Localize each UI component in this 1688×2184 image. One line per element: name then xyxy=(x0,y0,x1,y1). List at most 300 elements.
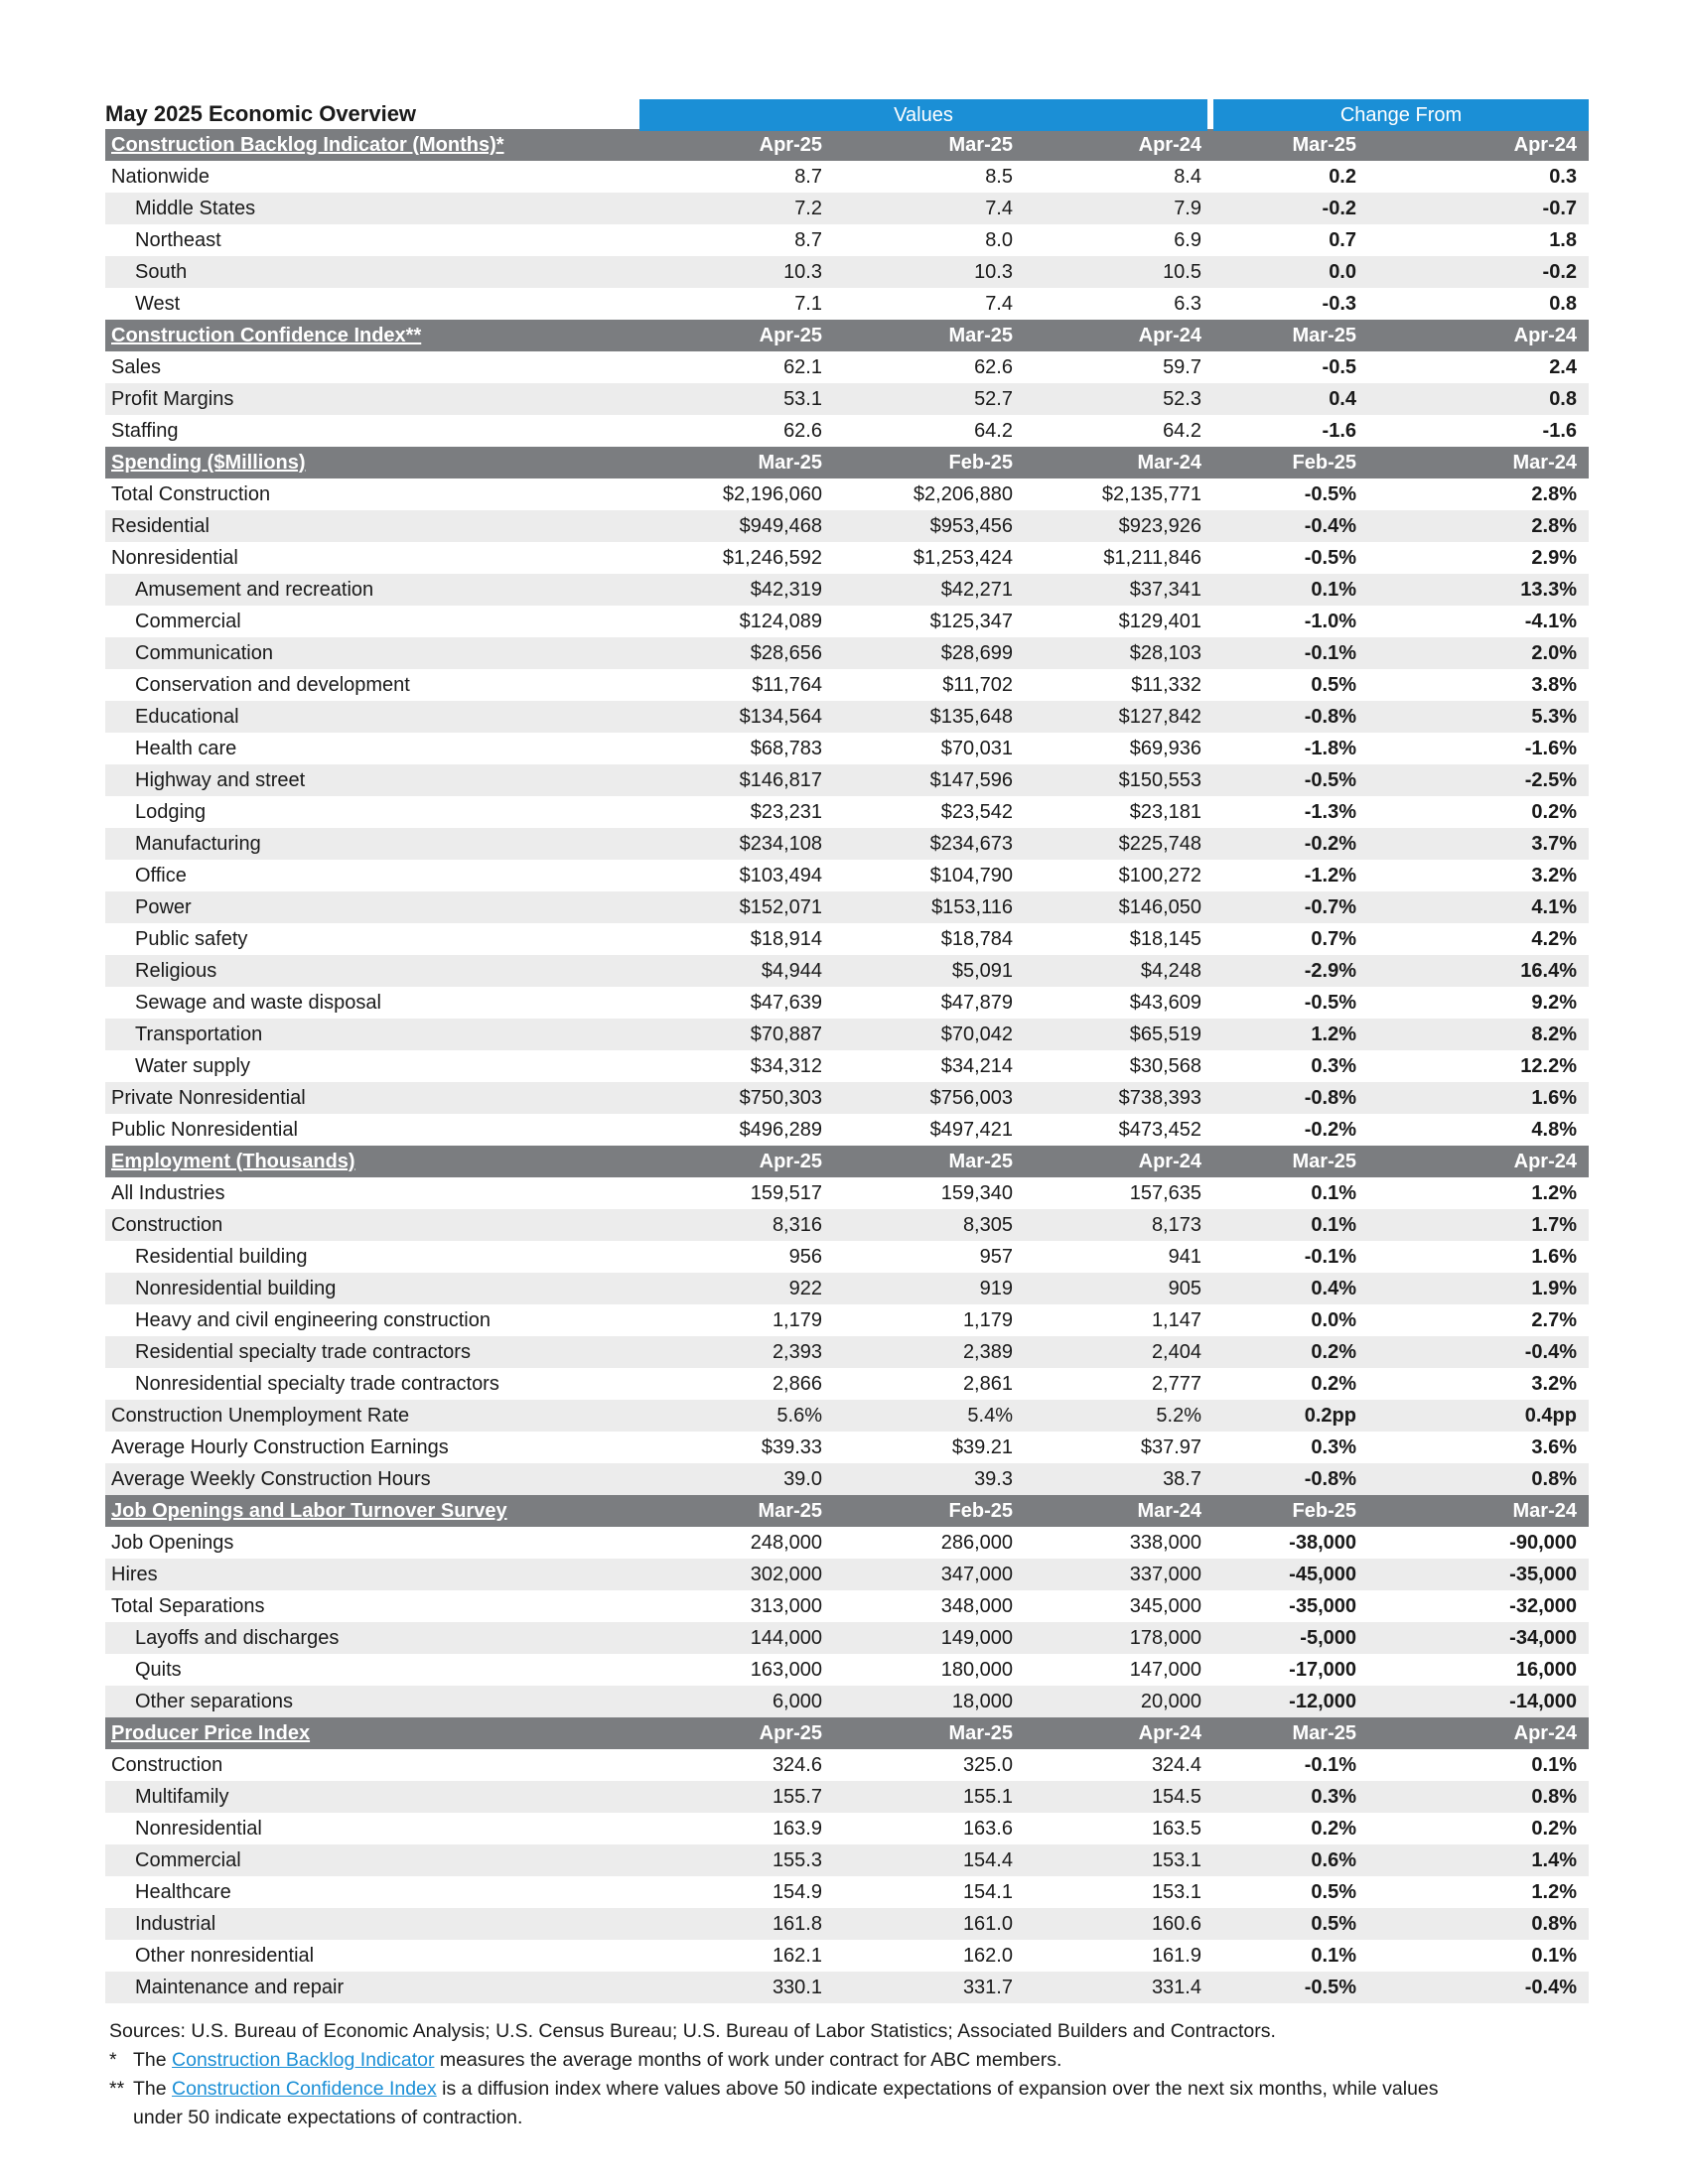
value-cell: 5.6% xyxy=(776,1405,822,1427)
value-cell: 248,000 xyxy=(750,1532,822,1554)
column-header: Apr-24 xyxy=(1138,1722,1201,1744)
value-cell: 348,000 xyxy=(940,1595,1013,1617)
value-cell: 159,517 xyxy=(750,1182,822,1204)
table-row xyxy=(105,1304,1589,1336)
row-label: Public safety xyxy=(135,928,248,950)
value-cell: $104,790 xyxy=(929,865,1013,887)
change-cell: 0.1% xyxy=(1311,1214,1356,1236)
row-label: South xyxy=(135,261,188,283)
value-cell: $65,519 xyxy=(1129,1024,1201,1045)
table-row xyxy=(105,733,1589,764)
column-header: Apr-24 xyxy=(1138,325,1201,346)
change-cell: -0.5% xyxy=(1304,483,1356,505)
change-cell: -0.7% xyxy=(1304,896,1356,918)
value-cell: 39.0 xyxy=(783,1468,822,1490)
change-cell: 0.2% xyxy=(1311,1341,1356,1363)
value-cell: $127,842 xyxy=(1118,706,1201,728)
change-cell: -1.6% xyxy=(1524,738,1577,759)
confidence-footnote xyxy=(109,2075,1549,2104)
change-cell: 13.3% xyxy=(1520,579,1577,601)
change-cell: -0.2 xyxy=(1542,261,1577,283)
value-cell: $11,702 xyxy=(942,674,1013,696)
change-cell: 2.7% xyxy=(1531,1309,1577,1331)
row-label: Public Nonresidential xyxy=(111,1119,298,1141)
table-row xyxy=(105,1432,1589,1463)
row-label: West xyxy=(135,293,181,315)
value-cell: 922 xyxy=(788,1278,822,1299)
table-row xyxy=(105,860,1589,891)
column-header: Mar-25 xyxy=(1292,134,1356,156)
change-cell: 0.1% xyxy=(1531,1754,1577,1776)
column-header: Mar-24 xyxy=(1137,452,1201,474)
value-cell: $11,332 xyxy=(1131,674,1201,696)
change-cell: -0.5% xyxy=(1304,1977,1356,1998)
value-cell: 8.0 xyxy=(985,229,1013,251)
table-row xyxy=(105,1463,1589,1495)
change-cell: -0.5% xyxy=(1304,992,1356,1014)
row-label: Total Construction xyxy=(111,483,271,505)
value-cell: 18,000 xyxy=(951,1691,1013,1712)
value-cell: 5.4% xyxy=(967,1405,1013,1427)
value-cell: 905 xyxy=(1168,1278,1201,1299)
page-title: May 2025 Economic Overview xyxy=(105,101,417,126)
value-cell: 8,316 xyxy=(772,1214,822,1236)
column-header: Apr-25 xyxy=(759,134,822,156)
value-cell: 163.5 xyxy=(1151,1818,1201,1840)
change-cell: 0.1% xyxy=(1311,579,1356,601)
change-cell: 16.4% xyxy=(1520,960,1577,982)
value-cell: 286,000 xyxy=(940,1532,1013,1554)
table-row xyxy=(105,891,1589,923)
table-row xyxy=(105,1972,1589,2003)
row-label: Job Openings xyxy=(111,1532,234,1554)
value-cell: 159,340 xyxy=(940,1182,1013,1204)
value-cell: 919 xyxy=(979,1278,1013,1299)
value-cell: 59.7 xyxy=(1163,356,1201,378)
change-cell: -17,000 xyxy=(1289,1659,1356,1681)
change-cell: 0.0% xyxy=(1311,1309,1356,1331)
table-row xyxy=(105,1209,1589,1241)
change-cell: -2.5% xyxy=(1524,769,1577,791)
row-label: Religious xyxy=(135,960,217,982)
row-label: Highway and street xyxy=(135,769,306,791)
value-cell: $949,468 xyxy=(739,515,822,537)
change-cell: 9.2% xyxy=(1531,992,1577,1014)
change-cell: -35,000 xyxy=(1509,1564,1577,1585)
change-cell: -0.5 xyxy=(1322,356,1356,378)
value-cell: 6.9 xyxy=(1174,229,1201,251)
row-label: Transportation xyxy=(135,1024,263,1045)
change-cell: -45,000 xyxy=(1289,1564,1356,1585)
value-cell: 10.3 xyxy=(974,261,1013,283)
column-header: Mar-25 xyxy=(758,452,822,474)
value-cell: $47,879 xyxy=(940,992,1013,1014)
change-cell: -1.2% xyxy=(1304,865,1356,887)
value-cell: $70,042 xyxy=(940,1024,1013,1045)
table-row xyxy=(105,1844,1589,1876)
value-cell: 6,000 xyxy=(772,1691,822,1712)
value-cell: $953,456 xyxy=(929,515,1013,537)
value-cell: 62.6 xyxy=(974,356,1013,378)
table-row xyxy=(105,1273,1589,1304)
change-cell: 0.8 xyxy=(1549,388,1577,410)
table-row xyxy=(105,1622,1589,1654)
table-row xyxy=(105,1527,1589,1559)
change-cell: 1.6% xyxy=(1531,1246,1577,1268)
value-cell: 52.7 xyxy=(974,388,1013,410)
value-cell: 324.6 xyxy=(772,1754,822,1776)
change-cell: 0.3% xyxy=(1311,1786,1356,1808)
footnote-text: The xyxy=(133,2049,173,2071)
value-cell: $37,341 xyxy=(1129,579,1201,601)
table-row xyxy=(105,383,1589,415)
change-cell: 12.2% xyxy=(1520,1055,1577,1077)
value-cell: 8,173 xyxy=(1151,1214,1201,1236)
change-cell: 8.2% xyxy=(1531,1024,1577,1045)
value-cell: $134,564 xyxy=(739,706,822,728)
row-label: Office xyxy=(135,865,187,887)
value-cell: $234,673 xyxy=(929,833,1013,855)
change-cell: 2.8% xyxy=(1531,515,1577,537)
change-cell: 1.8 xyxy=(1549,229,1577,251)
value-cell: 331.4 xyxy=(1151,1977,1201,1998)
value-cell: 1,179 xyxy=(772,1309,822,1331)
value-cell: $70,887 xyxy=(750,1024,822,1045)
value-cell: $37.97 xyxy=(1140,1436,1201,1458)
change-cell: -0.1% xyxy=(1304,1246,1356,1268)
value-cell: 52.3 xyxy=(1163,388,1201,410)
value-cell: $42,319 xyxy=(750,579,822,601)
change-cell: -32,000 xyxy=(1509,1595,1577,1617)
change-cell: -90,000 xyxy=(1509,1532,1577,1554)
row-label: Power xyxy=(135,896,192,918)
value-cell: 154.1 xyxy=(962,1881,1013,1903)
change-cell: -2.9% xyxy=(1304,960,1356,982)
value-cell: $4,944 xyxy=(761,960,822,982)
value-cell: 162.1 xyxy=(772,1945,822,1967)
value-cell: 147,000 xyxy=(1129,1659,1201,1681)
row-label: Nonresidential building xyxy=(135,1278,337,1299)
value-cell: 10.3 xyxy=(783,261,822,283)
value-cell: $23,231 xyxy=(750,801,822,823)
value-cell: $124,089 xyxy=(739,611,822,632)
change-cell: 0.6% xyxy=(1311,1849,1356,1871)
table-top-row xyxy=(105,99,1589,129)
change-cell: -0.1% xyxy=(1304,1754,1356,1776)
table-row xyxy=(105,828,1589,860)
value-cell: $738,393 xyxy=(1118,1087,1201,1109)
row-label: Sales xyxy=(111,356,162,378)
change-cell: 0.2% xyxy=(1531,1818,1577,1840)
column-header: Apr-25 xyxy=(759,325,822,346)
column-header: Mar-25 xyxy=(948,134,1013,156)
value-cell: $28,699 xyxy=(940,642,1013,664)
value-cell: 153.1 xyxy=(1151,1849,1201,1871)
confidence-footnote-continued: under 50 indicate expectations of contraction. xyxy=(133,2107,523,2128)
table-row xyxy=(105,1368,1589,1400)
change-cell: 1.2% xyxy=(1311,1024,1356,1045)
change-cell: 3.8% xyxy=(1531,674,1577,696)
value-cell: 155.3 xyxy=(772,1849,822,1871)
value-cell: 10.5 xyxy=(1163,261,1201,283)
row-label: Construction Unemployment Rate xyxy=(111,1405,410,1427)
table-row xyxy=(105,1241,1589,1273)
value-cell: 6.3 xyxy=(1174,293,1201,315)
value-cell: $146,050 xyxy=(1118,896,1201,918)
change-cell: -5,000 xyxy=(1300,1627,1356,1649)
column-header: Feb-25 xyxy=(1292,452,1356,474)
row-label: Water supply xyxy=(135,1055,250,1077)
value-cell: 154.9 xyxy=(772,1881,822,1903)
row-label: Nonresidential xyxy=(111,547,238,569)
table-row xyxy=(105,1336,1589,1368)
section-title: Spending ($Millions) xyxy=(111,452,306,474)
value-cell: $1,211,846 xyxy=(1103,547,1201,569)
value-cell: 155.1 xyxy=(962,1786,1013,1808)
section-title: Employment (Thousands) xyxy=(111,1151,355,1172)
column-header: Apr-24 xyxy=(1513,1722,1577,1744)
table-body xyxy=(105,129,1589,2003)
change-cell: 1.2% xyxy=(1531,1881,1577,1903)
table-row xyxy=(105,955,1589,987)
change-cell: 0.1% xyxy=(1311,1182,1356,1204)
row-label: Industrial xyxy=(135,1913,216,1935)
change-cell: 3.2% xyxy=(1531,865,1577,887)
value-cell: $152,071 xyxy=(739,896,822,918)
column-header: Mar-24 xyxy=(1512,452,1577,474)
row-label: Hires xyxy=(111,1564,158,1585)
row-label: Healthcare xyxy=(135,1881,231,1903)
value-cell: 8.4 xyxy=(1174,166,1201,188)
row-label: Lodging xyxy=(135,801,207,823)
change-cell: 0.2% xyxy=(1531,801,1577,823)
footnote-text: measures the average months of work under contract for ABC members. xyxy=(434,2049,1062,2071)
row-label: Sewage and waste disposal xyxy=(135,992,381,1014)
value-cell: $234,108 xyxy=(739,833,822,855)
table-row xyxy=(105,1050,1589,1082)
table-row xyxy=(105,574,1589,606)
column-header: Mar-25 xyxy=(1292,1722,1356,1744)
table-row xyxy=(105,161,1589,193)
change-cell: -0.2% xyxy=(1304,833,1356,855)
value-cell: $69,936 xyxy=(1129,738,1201,759)
table-row xyxy=(105,1559,1589,1590)
value-cell: $28,103 xyxy=(1129,642,1201,664)
change-cell: 0.8 xyxy=(1549,293,1577,315)
change-cell: 1.2% xyxy=(1531,1182,1577,1204)
value-cell: 62.6 xyxy=(783,420,822,442)
row-label: Other separations xyxy=(135,1691,293,1712)
section-title: Construction Confidence Index** xyxy=(111,325,422,346)
construction-backlog-indicator-link[interactable]: Construction Backlog Indicator xyxy=(172,2049,435,2071)
value-cell: 8,305 xyxy=(962,1214,1013,1236)
footnote-text: The xyxy=(133,2078,173,2100)
value-cell: 302,000 xyxy=(750,1564,822,1585)
table-row xyxy=(105,637,1589,669)
value-cell: 7.9 xyxy=(1174,198,1201,219)
value-cell: 330.1 xyxy=(772,1977,822,1998)
value-cell: $28,656 xyxy=(750,642,822,664)
row-label: Total Separations xyxy=(111,1595,265,1617)
value-cell: $129,401 xyxy=(1118,611,1201,632)
value-cell: $4,248 xyxy=(1140,960,1201,982)
column-header: Apr-24 xyxy=(1138,1151,1201,1172)
value-cell: 325.0 xyxy=(962,1754,1013,1776)
value-cell: $43,609 xyxy=(1129,992,1201,1014)
table-row xyxy=(105,987,1589,1019)
table-row xyxy=(105,701,1589,733)
value-cell: 7.4 xyxy=(985,198,1013,219)
column-header: Apr-24 xyxy=(1138,134,1201,156)
value-cell: 178,000 xyxy=(1129,1627,1201,1649)
column-header: Mar-25 xyxy=(948,1151,1013,1172)
change-cell: 1.9% xyxy=(1531,1278,1577,1299)
value-cell: 345,000 xyxy=(1129,1595,1201,1617)
value-cell: 941 xyxy=(1168,1246,1201,1268)
value-cell: 39.3 xyxy=(974,1468,1013,1490)
column-header: Mar-24 xyxy=(1512,1500,1577,1522)
table-row xyxy=(105,510,1589,542)
change-cell: -0.5% xyxy=(1304,769,1356,791)
change-cell: 2.4 xyxy=(1549,356,1577,378)
footnote-mark: ** xyxy=(109,2078,125,2100)
change-cell: -1.3% xyxy=(1304,801,1356,823)
table-row xyxy=(105,1590,1589,1622)
value-cell: $1,253,424 xyxy=(913,547,1013,569)
section-header xyxy=(105,447,1589,478)
row-label: Nonresidential xyxy=(135,1818,262,1840)
value-cell: $34,312 xyxy=(750,1055,822,1077)
change-cell: 0.7% xyxy=(1311,928,1356,950)
value-cell: $750,303 xyxy=(739,1087,822,1109)
value-cell: $39.33 xyxy=(761,1436,822,1458)
row-label: Average Weekly Construction Hours xyxy=(111,1468,431,1490)
section-header xyxy=(105,320,1589,351)
change-cell: -0.2% xyxy=(1304,1119,1356,1141)
value-cell: $2,196,060 xyxy=(722,483,822,505)
change-cell: -0.8% xyxy=(1304,706,1356,728)
change-cell: 0.2% xyxy=(1311,1373,1356,1395)
row-label: Heavy and civil engineering construction xyxy=(135,1309,491,1331)
change-cell: 0.8% xyxy=(1531,1913,1577,1935)
value-cell: 331.7 xyxy=(962,1977,1013,1998)
backlog-footnote xyxy=(109,2046,1549,2075)
row-label: Residential building xyxy=(135,1246,308,1268)
row-label: Private Nonresidential xyxy=(111,1087,306,1109)
column-header: Feb-25 xyxy=(948,1500,1013,1522)
row-label: All Industries xyxy=(111,1182,225,1204)
change-cell: -0.4% xyxy=(1524,1977,1577,1998)
change-cell: 5.3% xyxy=(1531,706,1577,728)
value-cell: $42,271 xyxy=(940,579,1013,601)
value-cell: $68,783 xyxy=(750,738,822,759)
value-cell: 154.5 xyxy=(1151,1786,1201,1808)
value-cell: $497,421 xyxy=(929,1119,1013,1141)
value-cell: $1,246,592 xyxy=(722,547,822,569)
value-cell: 313,000 xyxy=(750,1595,822,1617)
row-label: Manufacturing xyxy=(135,833,261,855)
footnotes xyxy=(109,2017,1549,2132)
value-cell: 956 xyxy=(788,1246,822,1268)
value-cell: $756,003 xyxy=(929,1087,1013,1109)
row-label: Health care xyxy=(135,738,237,759)
section-header xyxy=(105,1146,1589,1177)
change-cell: -34,000 xyxy=(1509,1627,1577,1649)
table-row xyxy=(105,193,1589,224)
change-cell: 0.5% xyxy=(1311,674,1356,696)
value-cell: $225,748 xyxy=(1118,833,1201,855)
value-cell: 347,000 xyxy=(940,1564,1013,1585)
value-cell: 155.7 xyxy=(772,1786,822,1808)
value-cell: $125,347 xyxy=(929,611,1013,632)
row-label: Middle States xyxy=(135,198,256,219)
value-cell: 1,179 xyxy=(962,1309,1013,1331)
table-row xyxy=(105,1686,1589,1717)
table-row xyxy=(105,669,1589,701)
row-label: Conservation and development xyxy=(135,674,410,696)
row-label: Residential specialty trade contractors xyxy=(135,1341,471,1363)
column-header: Apr-25 xyxy=(759,1722,822,1744)
value-cell: 64.2 xyxy=(1163,420,1201,442)
row-label: Layoffs and discharges xyxy=(135,1627,340,1649)
table-row xyxy=(105,224,1589,256)
change-cell: 0.4pp xyxy=(1524,1405,1577,1427)
change-cell: 3.7% xyxy=(1531,833,1577,855)
row-label: Other nonresidential xyxy=(135,1945,315,1967)
change-cell: 16,000 xyxy=(1515,1659,1577,1681)
value-cell: $23,542 xyxy=(940,801,1013,823)
value-cell: $923,926 xyxy=(1118,515,1201,537)
value-cell: $496,289 xyxy=(739,1119,822,1141)
value-cell: 62.1 xyxy=(783,356,822,378)
change-cell: 0.1% xyxy=(1531,1945,1577,1967)
table-row xyxy=(105,923,1589,955)
value-cell: 324.4 xyxy=(1151,1754,1201,1776)
value-cell: $18,145 xyxy=(1129,928,1201,950)
value-cell: $30,568 xyxy=(1129,1055,1201,1077)
value-cell: 2,861 xyxy=(962,1373,1013,1395)
column-header: Apr-25 xyxy=(759,1151,822,1172)
table-row xyxy=(105,1082,1589,1114)
change-from-band: Change From xyxy=(1213,99,1589,131)
column-header: Apr-24 xyxy=(1513,134,1577,156)
section-title: Producer Price Index xyxy=(111,1722,311,1744)
row-label: Construction xyxy=(111,1214,223,1236)
change-cell: 0.2% xyxy=(1311,1818,1356,1840)
value-cell: $23,181 xyxy=(1129,801,1201,823)
value-cell: 7.4 xyxy=(985,293,1013,315)
value-cell: $150,553 xyxy=(1118,769,1201,791)
value-cell: 2,777 xyxy=(1151,1373,1201,1395)
change-cell: -0.4% xyxy=(1304,515,1356,537)
change-cell: 0.2 xyxy=(1329,166,1356,188)
value-cell: 161.9 xyxy=(1151,1945,1201,1967)
value-cell: 38.7 xyxy=(1163,1468,1201,1490)
value-cell: 64.2 xyxy=(974,420,1013,442)
row-label: Communication xyxy=(135,642,273,664)
value-cell: 2,866 xyxy=(772,1373,822,1395)
row-label: Residential xyxy=(111,515,210,537)
change-cell: 4.8% xyxy=(1531,1119,1577,1141)
row-label: Educational xyxy=(135,706,239,728)
change-cell: 3.6% xyxy=(1531,1436,1577,1458)
construction-confidence-index-link[interactable]: Construction Confidence Index xyxy=(172,2078,437,2100)
column-header: Mar-24 xyxy=(1137,1500,1201,1522)
change-cell: -0.3 xyxy=(1322,293,1356,315)
row-label: Maintenance and repair xyxy=(135,1977,345,1998)
value-cell: 162.0 xyxy=(962,1945,1013,1967)
table-row xyxy=(105,542,1589,574)
